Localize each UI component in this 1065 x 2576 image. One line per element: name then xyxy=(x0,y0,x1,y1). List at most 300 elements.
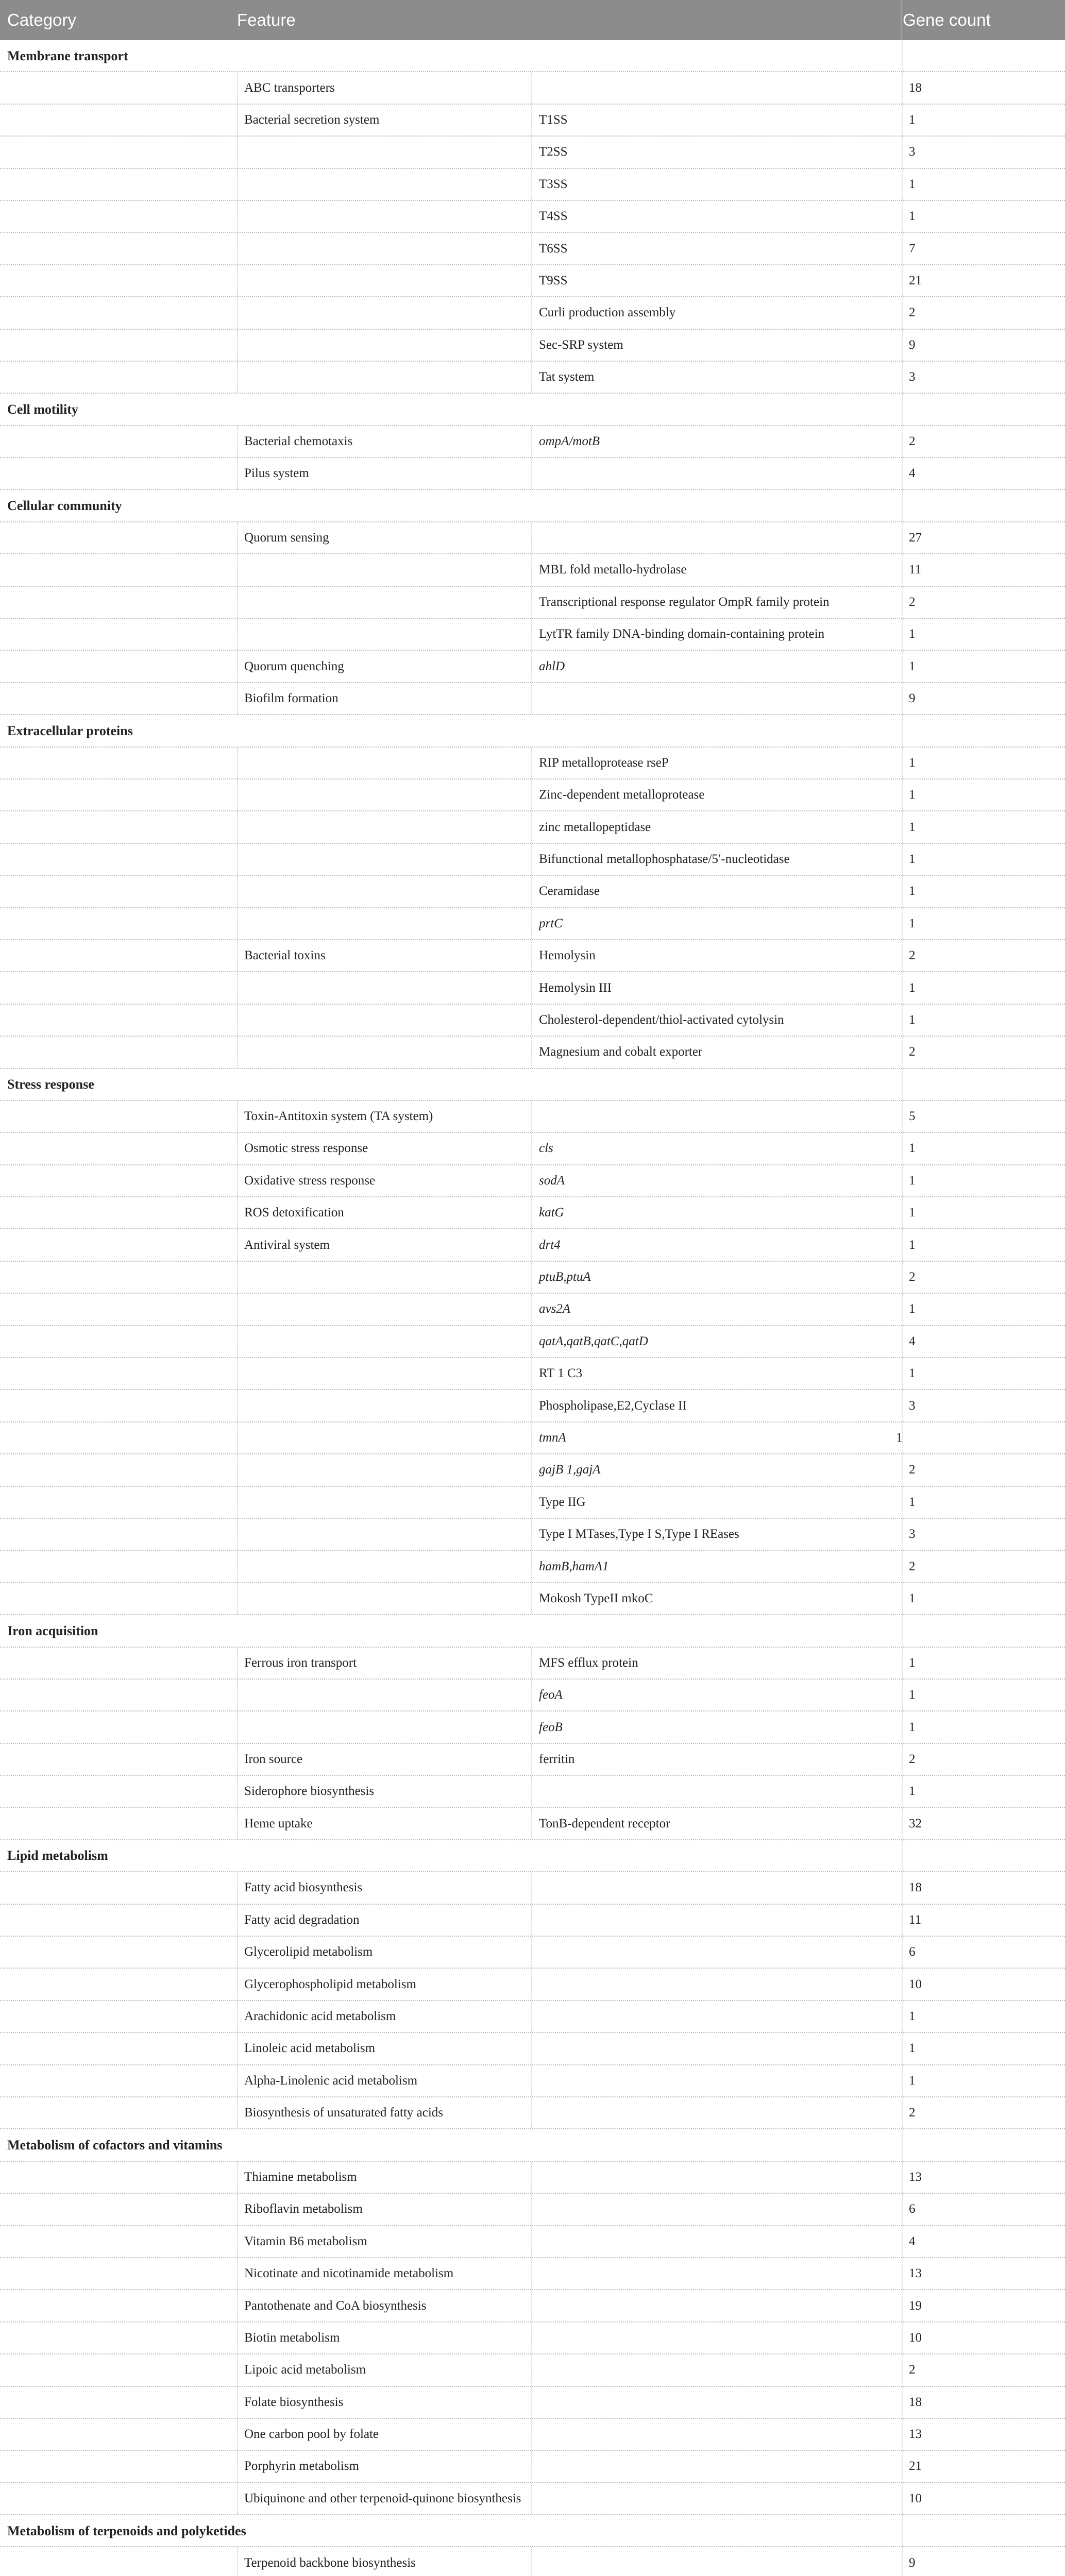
gene-count-cell xyxy=(902,265,1065,296)
gene-count-cell-text: 2 xyxy=(909,948,916,963)
subfeature-cell xyxy=(531,2323,902,2353)
gene-count-cell-text: 2 xyxy=(909,2363,916,2377)
gene-count-cell-text: 1 xyxy=(909,1173,916,1188)
table-row xyxy=(0,72,1065,104)
feature-cell xyxy=(237,1808,531,1839)
subfeature-cell xyxy=(531,2258,902,2289)
feature-cell-text: One carbon pool by folate xyxy=(244,2427,379,2442)
gene-count-cell xyxy=(902,1487,1065,1518)
feature-cell-text: Bacterial secretion system xyxy=(244,112,380,127)
gene-count-cell-text: 2 xyxy=(909,1559,916,1573)
table-row xyxy=(0,2323,1065,2354)
gene-count-cell xyxy=(902,2033,1065,2064)
subfeature-cell-text: LytTR family DNA-binding domain-containing protein xyxy=(539,627,825,641)
feature-cell xyxy=(237,2033,531,2064)
gene-count-cell xyxy=(902,876,1065,907)
feature-cell-text: Heme uptake xyxy=(244,1816,313,1831)
gene-count-cell xyxy=(902,330,1065,361)
gene-count-cell-text: 13 xyxy=(909,2170,922,2184)
gene-count-cell-text: 10 xyxy=(909,2330,922,2345)
gene-count-cell-text: 2 xyxy=(909,434,916,448)
subfeature-cell xyxy=(531,522,902,553)
gene-count-cell xyxy=(902,297,1065,328)
feature-cell xyxy=(237,458,531,489)
gene-count-cell-text: 19 xyxy=(909,2298,922,2313)
category-cell-text: Stress response xyxy=(7,1077,94,1092)
subfeature-cell xyxy=(531,201,902,232)
gene-count-cell-text: 3 xyxy=(909,370,916,384)
feature-cell xyxy=(237,1262,531,1293)
subfeature-cell-text: ferritin xyxy=(539,1752,575,1766)
table-row xyxy=(0,2419,1065,2451)
gene-count-cell-text: 1 xyxy=(909,112,916,127)
gene-count-cell-text: 6 xyxy=(909,1945,916,1959)
gene-count-cell xyxy=(902,1358,1065,1389)
subfeature-cell-text: TonB-dependent receptor xyxy=(539,1816,670,1831)
feature-cell-text: Bacterial toxins xyxy=(244,948,326,963)
subfeature-cell xyxy=(531,2162,902,2193)
feature-cell xyxy=(237,908,531,939)
header-category: Category xyxy=(7,10,76,29)
gene-count-cell-text: 3 xyxy=(909,1398,916,1413)
feature-cell-text: Pilus system xyxy=(244,466,309,481)
category-cell-text: Lipid metabolism xyxy=(7,1848,108,1863)
table-row xyxy=(0,683,1065,715)
feature-cell-text: Quorum sensing xyxy=(244,531,329,545)
table-row xyxy=(0,2065,1065,2097)
table-row xyxy=(0,137,1065,168)
gene-count-cell xyxy=(902,972,1065,1003)
feature-cell-text: Biofilm formation xyxy=(244,691,339,705)
subfeature-cell-text: Type I MTases,Type I S,Type I REases xyxy=(539,1527,739,1541)
table-row xyxy=(0,297,1065,329)
feature-cell xyxy=(237,1326,531,1357)
gene-count-cell xyxy=(902,458,1065,489)
gene-count-cell xyxy=(902,1262,1065,1293)
gene-count-cell xyxy=(902,2097,1065,2128)
table-row xyxy=(0,651,1065,683)
gene-count-cell-text: 2 xyxy=(909,1045,916,1059)
feature-cell-text: Iron source xyxy=(244,1752,303,1766)
subfeature-cell xyxy=(531,908,902,939)
subfeature-cell-text: T3SS xyxy=(539,177,568,191)
feature-cell xyxy=(237,2547,531,2576)
subfeature-cell-text: Cholesterol-dependent/thiol-activated cytolysin xyxy=(539,1012,784,1027)
category-cell xyxy=(0,1069,902,1100)
gene-count-cell xyxy=(902,2323,1065,2353)
subfeature-cell-text: ptuB,ptuA xyxy=(539,1270,591,1284)
subfeature-cell-text: Sec-SRP system xyxy=(539,337,623,352)
subfeature-cell xyxy=(531,2387,902,2418)
gene-count-cell-text: 1 xyxy=(909,916,916,930)
feature-cell-text: Antiviral system xyxy=(244,1238,330,1252)
subfeature-cell-text: sodA xyxy=(539,1173,565,1188)
feature-cell xyxy=(237,201,531,232)
subfeature-cell-text: katG xyxy=(539,1206,564,1220)
feature-cell xyxy=(237,554,531,585)
subfeature-cell xyxy=(531,1872,902,1903)
category-row xyxy=(0,40,1065,72)
feature-cell-text: Quorum quenching xyxy=(244,659,344,673)
category-row xyxy=(0,2515,1065,2547)
gene-count-cell-text: 6 xyxy=(909,2202,916,2216)
subfeature-cell-text: RT 1 C3 xyxy=(539,1366,583,1381)
feature-cell xyxy=(237,940,531,971)
gene-count-cell xyxy=(902,1872,1065,1903)
feature-cell xyxy=(237,105,531,135)
subfeature-cell xyxy=(531,1454,902,1485)
subfeature-cell xyxy=(531,72,902,103)
feature-cell xyxy=(237,1133,531,1164)
subfeature-cell xyxy=(531,137,902,167)
subfeature-cell-text: cls xyxy=(539,1141,553,1156)
gene-count-cell xyxy=(902,748,1065,778)
subfeature-cell xyxy=(531,233,902,264)
subfeature-cell xyxy=(531,1037,902,1067)
feature-cell xyxy=(237,297,531,328)
gene-count-cell xyxy=(902,2451,1065,2482)
gene-count-cell-text: 1 xyxy=(909,1141,916,1156)
subfeature-cell-text: avs2A xyxy=(539,1302,571,1316)
gene-count-cell xyxy=(902,201,1065,232)
feature-cell xyxy=(237,811,531,842)
subfeature-cell-text: RIP metalloprotease rseP xyxy=(539,755,669,770)
gene-count-cell-text: 9 xyxy=(909,337,916,352)
subfeature-cell xyxy=(531,1326,902,1357)
subfeature-cell xyxy=(531,1101,902,1132)
gene-count-cell xyxy=(902,2226,1065,2257)
table-row xyxy=(0,2194,1065,2226)
gene-count-cell-text: 1 xyxy=(909,980,916,995)
gene-count-cell-text: 10 xyxy=(909,1977,922,1991)
gene-count-cell-text: 1 xyxy=(909,2073,916,2088)
gene-count-cell xyxy=(902,2419,1065,2450)
subfeature-cell-text: Mokosh TypeII mkoC xyxy=(539,1591,653,1605)
table-body xyxy=(0,40,1065,2576)
gene-count-cell-text: 27 xyxy=(909,531,922,545)
feature-cell xyxy=(237,844,531,875)
feature-cell-text: Bacterial chemotaxis xyxy=(244,434,353,448)
gene-count-cell xyxy=(902,426,1065,457)
category-cell-text: Metabolism of cofactors and vitamins xyxy=(7,2137,223,2153)
feature-cell-text: ROS detoxification xyxy=(244,1206,344,1220)
gene-count-cell-text: 1 xyxy=(909,1495,916,1509)
gene-count-cell-text: 1 xyxy=(909,177,916,191)
feature-cell xyxy=(237,1744,531,1775)
gene-count-cell-text: 1 xyxy=(909,1366,916,1381)
subfeature-cell xyxy=(531,1294,902,1325)
feature-cell-text: Porphyrin metabolism xyxy=(244,2459,359,2473)
feature-cell xyxy=(237,587,531,618)
feature-cell xyxy=(237,1454,531,1485)
subfeature-cell-text: tmnA xyxy=(539,1430,566,1445)
feature-cell xyxy=(237,1937,531,1968)
subfeature-cell-text: T4SS xyxy=(539,209,568,224)
subfeature-cell-text: Phospholipase,E2,Cyclase II xyxy=(539,1398,687,1413)
category-cell xyxy=(0,394,902,425)
header-gene-count: Gene count xyxy=(903,10,991,29)
gene-count-cell xyxy=(902,651,1065,682)
subfeature-cell-text: Zinc-dependent metalloprotease xyxy=(539,788,705,802)
table-row xyxy=(0,1454,1065,1486)
gene-count-cell xyxy=(902,2354,1065,2385)
category-cell xyxy=(0,490,902,521)
feature-cell xyxy=(237,1422,531,1453)
subfeature-cell xyxy=(531,619,902,650)
subfeature-cell xyxy=(531,1808,902,1839)
table-row xyxy=(0,1969,1065,2001)
gene-count-cell-text: 1 xyxy=(909,1012,916,1027)
category-row xyxy=(0,490,1065,522)
gene-count-cell-text: 1 xyxy=(909,2041,916,2056)
gene-count-cell xyxy=(902,105,1065,135)
subfeature-cell-text: MBL fold metallo-hydrolase xyxy=(539,563,687,577)
feature-cell xyxy=(237,1487,531,1518)
subfeature-cell-text: drt4 xyxy=(539,1238,561,1252)
gene-count-cell-text: 18 xyxy=(909,80,922,95)
feature-cell xyxy=(237,137,531,167)
gene-count-cell xyxy=(902,1583,1065,1614)
gene-count-cell-text: 21 xyxy=(909,2459,922,2473)
subfeature-cell-text: ahlD xyxy=(539,659,565,673)
feature-cell-text: Thiamine metabolism xyxy=(244,2170,357,2184)
feature-cell xyxy=(237,1165,531,1196)
feature-cell-text: Biosynthesis of unsaturated fatty acids xyxy=(244,2106,444,2120)
feature-cell xyxy=(237,1648,531,1679)
gene-count-cell xyxy=(902,811,1065,842)
feature-cell xyxy=(237,2483,531,2514)
gene-count-cell xyxy=(902,779,1065,810)
feature-cell xyxy=(237,2065,531,2096)
feature-cell xyxy=(237,972,531,1003)
category-cell xyxy=(0,715,902,746)
table-row xyxy=(0,265,1065,297)
subfeature-cell xyxy=(531,2194,902,2225)
category-row xyxy=(0,1069,1065,1101)
feature-cell xyxy=(237,2387,531,2418)
gene-count-cell xyxy=(902,1969,1065,1999)
category-cell-text: Cell motility xyxy=(7,401,78,417)
subfeature-cell-text: Type IIG xyxy=(539,1495,586,1509)
table-row xyxy=(0,1101,1065,1133)
subfeature-cell xyxy=(531,169,902,200)
table-row xyxy=(0,1037,1065,1069)
table-row xyxy=(0,1711,1065,1743)
subfeature-cell xyxy=(531,748,902,778)
table-row xyxy=(0,1648,1065,1680)
feature-cell-text: Lipoic acid metabolism xyxy=(244,2363,366,2377)
feature-cell xyxy=(237,2290,531,2321)
table-row xyxy=(0,2097,1065,2129)
subfeature-cell-text: hamB,hamA1 xyxy=(539,1559,609,1573)
subfeature-cell-text: ompA/motB xyxy=(539,434,600,448)
feature-cell xyxy=(237,619,531,650)
gene-count-cell-text: 4 xyxy=(909,1334,916,1348)
gene-count-cell-text: 11 xyxy=(909,1912,922,1927)
feature-cell xyxy=(237,1390,531,1421)
gene-count-cell xyxy=(902,554,1065,585)
gene-count-cell xyxy=(902,1776,1065,1807)
table-row xyxy=(0,1487,1065,1519)
table-row xyxy=(0,1680,1065,1711)
table-row xyxy=(0,1005,1065,1037)
subfeature-cell xyxy=(531,2354,902,2385)
gene-count-cell-text: 1 xyxy=(896,1430,903,1445)
gene-count-cell xyxy=(902,1326,1065,1357)
subfeature-cell xyxy=(531,1197,902,1228)
table-row xyxy=(0,1872,1065,1904)
subfeature-cell xyxy=(531,1905,902,1936)
gene-count-cell-text: 32 xyxy=(909,1816,922,1831)
subfeature-cell xyxy=(531,1776,902,1807)
table-row xyxy=(0,2226,1065,2258)
feature-cell xyxy=(237,2162,531,2193)
subfeature-cell-text: Curli production assembly xyxy=(539,306,676,320)
gene-count-cell-text: 9 xyxy=(909,691,916,705)
feature-cell xyxy=(237,426,531,457)
table-row xyxy=(0,1808,1065,1840)
gene-count-cell xyxy=(889,1422,1052,1453)
gene-count-cell xyxy=(902,683,1065,714)
gene-count-cell-text: 1 xyxy=(909,1720,916,1734)
feature-cell-text: Terpenoid backbone biosynthesis xyxy=(244,2555,416,2570)
gene-count-cell-text: 1 xyxy=(909,1302,916,1316)
gene-count-cell xyxy=(902,2001,1065,2032)
feature-cell-text: Biotin metabolism xyxy=(244,2330,340,2345)
category-cell-text: Metabolism of terpenoids and polyketides xyxy=(7,2523,246,2538)
feature-cell xyxy=(237,1969,531,1999)
table-row xyxy=(0,876,1065,908)
subfeature-cell xyxy=(531,1133,902,1164)
feature-cell xyxy=(237,2001,531,2032)
category-row xyxy=(0,1615,1065,1647)
subfeature-cell-text: prtC xyxy=(539,916,563,930)
gene-count-cell-text: 13 xyxy=(909,2427,922,2442)
subfeature-cell xyxy=(531,1519,902,1550)
feature-cell-text: Osmotic stress response xyxy=(244,1141,368,1156)
category-cell xyxy=(0,1615,902,1646)
gene-count-cell xyxy=(902,2065,1065,2096)
gene-count-cell xyxy=(902,72,1065,103)
subfeature-cell xyxy=(531,2097,902,2128)
table-row xyxy=(0,1776,1065,1808)
gene-count-cell-text: 1 xyxy=(909,884,916,899)
table-row xyxy=(0,2451,1065,2483)
feature-cell xyxy=(237,1037,531,1067)
feature-cell xyxy=(237,1294,531,1325)
gene-count-cell xyxy=(902,233,1065,264)
feature-cell xyxy=(237,1680,531,1710)
subfeature-cell-text: T6SS xyxy=(539,241,568,256)
table-row xyxy=(0,201,1065,233)
subfeature-cell-text: T9SS xyxy=(539,273,568,287)
feature-cell xyxy=(237,2194,531,2225)
gene-count-cell-text: 1 xyxy=(909,209,916,224)
subfeature-cell-text: Transcriptional response regulator OmpR family protein xyxy=(539,595,830,609)
gene-count-cell-text: 18 xyxy=(909,1880,922,1895)
subfeature-cell xyxy=(531,1648,902,1679)
subfeature-cell xyxy=(531,2547,902,2576)
subfeature-cell xyxy=(531,1969,902,1999)
subfeature-cell xyxy=(531,940,902,971)
subfeature-cell xyxy=(531,2419,902,2450)
subfeature-cell-text: Tat system xyxy=(539,370,595,384)
subfeature-cell xyxy=(531,2001,902,2032)
gene-count-cell xyxy=(902,908,1065,939)
feature-cell xyxy=(237,522,531,553)
subfeature-cell-text: gajB 1,gajA xyxy=(539,1463,601,1477)
category-cell-text: Extracellular proteins xyxy=(7,723,133,738)
category-cell xyxy=(0,1840,902,1871)
table-row xyxy=(0,2258,1065,2290)
gene-count-cell-text: 2 xyxy=(909,595,916,609)
table-row xyxy=(0,748,1065,779)
subfeature-cell-text: T1SS xyxy=(539,112,568,127)
gene-count-cell-text: 1 xyxy=(909,1206,916,1220)
category-row xyxy=(0,1840,1065,1872)
gene-count-cell xyxy=(902,1101,1065,1132)
subfeature-cell xyxy=(531,683,902,714)
subfeature-cell xyxy=(531,554,902,585)
feature-cell-text: Glycerophospholipid metabolism xyxy=(244,1977,416,1991)
gene-count-cell-text: 1 xyxy=(909,788,916,802)
table-row xyxy=(0,458,1065,490)
subfeature-cell xyxy=(531,1937,902,1968)
gene-count-cell-text: 11 xyxy=(909,563,922,577)
feature-cell xyxy=(237,1197,531,1228)
table-row xyxy=(0,1165,1065,1197)
feature-cell-text: Fatty acid degradation xyxy=(244,1912,360,1927)
feature-cell xyxy=(237,233,531,264)
table-row xyxy=(0,2001,1065,2033)
gene-count-cell xyxy=(902,1197,1065,1228)
subfeature-cell xyxy=(531,587,902,618)
gene-count-cell-text: 1 xyxy=(909,1238,916,1252)
table-row xyxy=(0,1294,1065,1326)
feature-cell-text: Oxidative stress response xyxy=(244,1173,376,1188)
table-row xyxy=(0,554,1065,586)
feature-cell xyxy=(237,2451,531,2482)
table-row xyxy=(0,522,1065,554)
table-row xyxy=(0,1422,1065,1454)
gene-count-cell xyxy=(902,619,1065,650)
table-row xyxy=(0,105,1065,137)
feature-cell xyxy=(237,779,531,810)
feature-cell-text: Ferrous iron transport xyxy=(244,1655,357,1670)
subfeature-cell xyxy=(531,2483,902,2514)
feature-cell-text: Linoleic acid metabolism xyxy=(244,2041,376,2056)
gene-count-cell-text: 10 xyxy=(909,2491,922,2505)
feature-cell-text: Siderophore biosynthesis xyxy=(244,1784,375,1799)
gene-count-cell xyxy=(902,1905,1065,1936)
feature-cell-text: Toxin-Antitoxin system (TA system) xyxy=(244,1109,433,1124)
feature-cell xyxy=(237,748,531,778)
feature-cell-text: Ubiquinone and other terpenoid-quinone biosynthesis xyxy=(244,2491,521,2505)
feature-cell-text: Riboflavin metabolism xyxy=(244,2202,363,2216)
table-row xyxy=(0,2354,1065,2386)
gene-count-cell-text: 2 xyxy=(909,1270,916,1284)
gene-count-cell-text: 7 xyxy=(909,241,916,256)
feature-cell xyxy=(237,1005,531,1036)
gene-count-cell-text: 1 xyxy=(909,2009,916,2024)
gene-count-cell xyxy=(902,587,1065,618)
gene-count-cell-text: 1 xyxy=(909,852,916,866)
category-row xyxy=(0,2129,1065,2161)
feature-cell xyxy=(237,1519,531,1550)
gene-count-cell xyxy=(902,137,1065,167)
feature-cell xyxy=(237,876,531,907)
feature-cell xyxy=(237,2226,531,2257)
